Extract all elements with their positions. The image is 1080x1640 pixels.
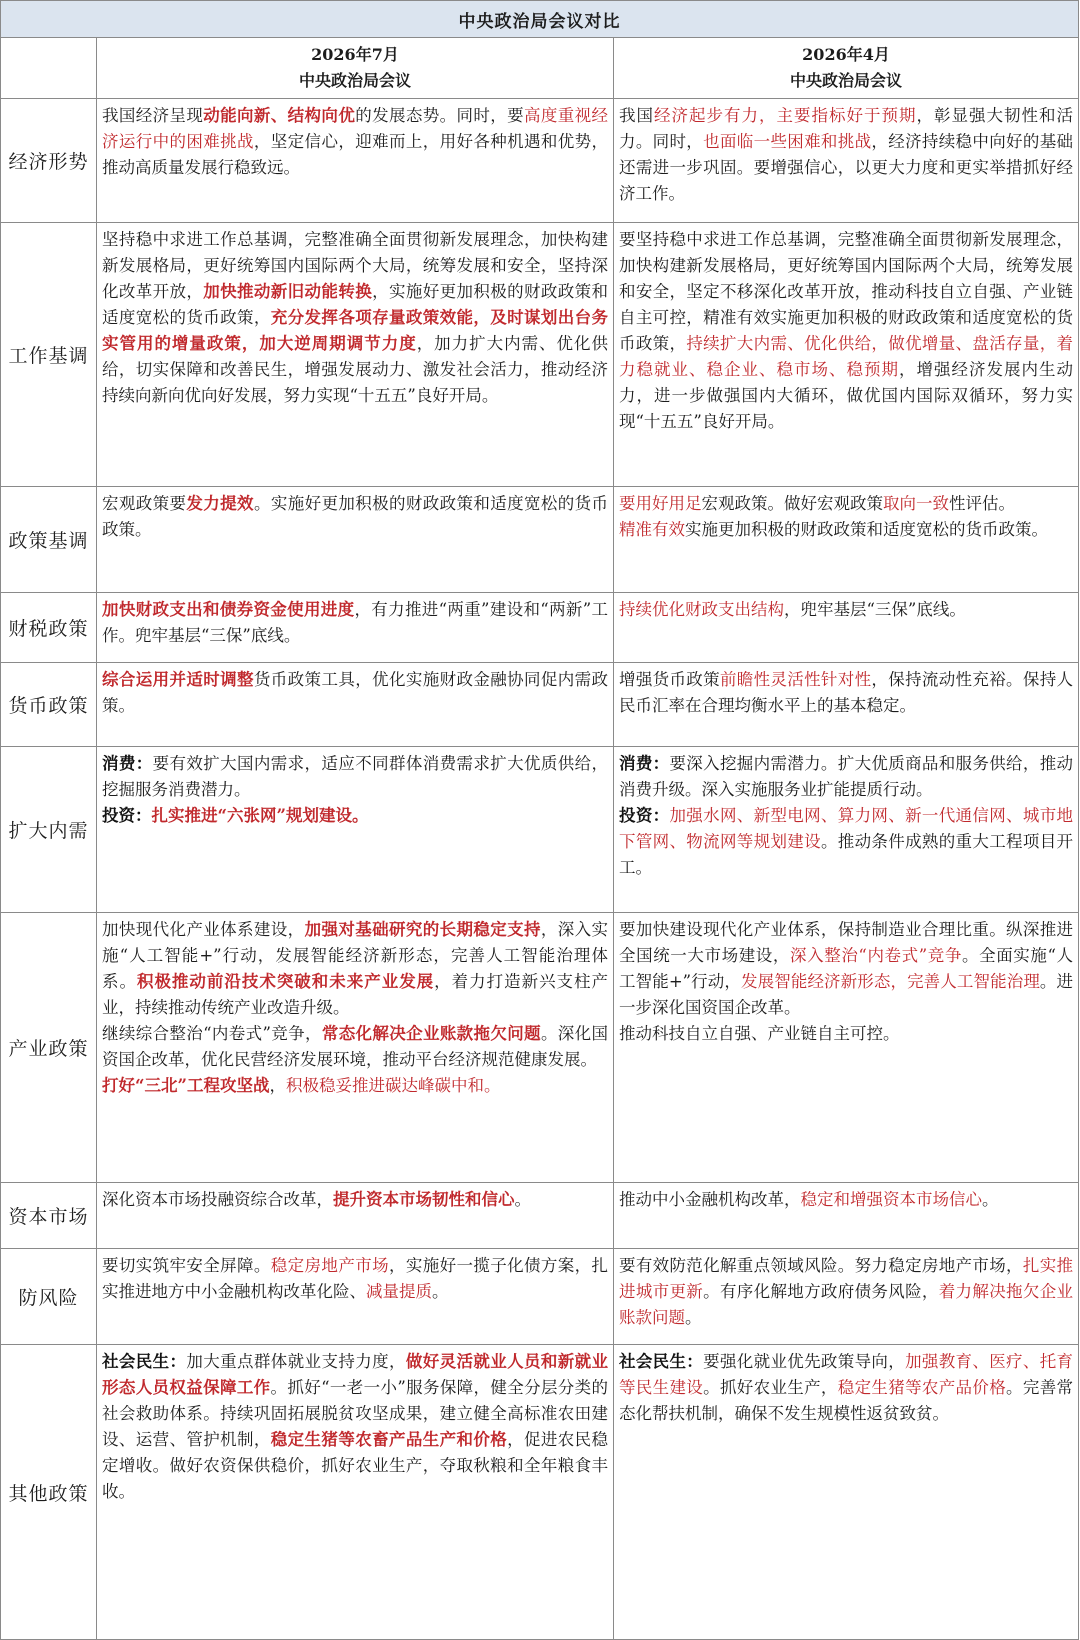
row-text-jul xyxy=(97,487,614,593)
row-label: 政策基调 xyxy=(1,487,97,593)
text-segment: 。深化国资国企改革，优化民营经济发展环境，推动平台经济规范健康发展。 xyxy=(102,1024,609,1069)
highlighted-text: 加快财政支出和债券资金使用进度 xyxy=(102,600,355,619)
row-text-apr xyxy=(614,663,1079,747)
text-segment: 。完善常态化帮扶机制，确保不发生规模性返贫致贫。 xyxy=(619,1378,1074,1423)
text-segment: 宏观政策。做好宏观政策 xyxy=(701,494,883,513)
row-label: 其他政策 xyxy=(1,1345,97,1640)
row-text-jul xyxy=(97,1249,614,1345)
highlighted-text: 发展智能经济新形态，完善人工智能治理 xyxy=(741,972,1040,991)
highlighted-text: 着力解决拖欠企业账款问题 xyxy=(619,1282,1074,1327)
text-segment: ，深入实施“人工智能+”行动，发展智能经济新形态，完善人工智能治理体系。 xyxy=(102,920,609,991)
text-segment: 。 xyxy=(685,1308,702,1327)
highlighted-text: 常态化解决企业账款拖欠问题 xyxy=(321,1024,541,1043)
row-text-jul xyxy=(97,663,614,747)
text-segment: 。有序化解地方政府债务风险， xyxy=(703,1282,939,1301)
row-text-apr xyxy=(614,747,1079,913)
row-text-apr xyxy=(614,1183,1079,1249)
text-segment: 。全面实施“人工智能+”行动， xyxy=(619,946,1074,991)
row-text-jul xyxy=(97,1345,614,1640)
highlighted-text: 扎实推进城市更新 xyxy=(619,1256,1074,1301)
highlighted-text: 扎实推进“六张网”规划建设。 xyxy=(151,806,369,825)
text-segment: 。 xyxy=(514,1190,531,1209)
text-segment: 宏观政策要 xyxy=(102,494,187,513)
table-row xyxy=(1,663,1079,747)
highlighted-text: 稳定生猪等农产品价格 xyxy=(837,1378,1007,1397)
text-segment: ，有力推进“两重”建设和“两新”工作。兜牢基层“三保”底线。 xyxy=(102,600,609,645)
text-segment: 增强货币政策 xyxy=(619,670,720,689)
table-row xyxy=(1,1249,1079,1345)
text-segment: 要切实筑牢安全屏障。 xyxy=(102,1256,271,1275)
table-row xyxy=(1,487,1079,593)
text-segment: 性评估。 xyxy=(949,494,1015,513)
text-segment: 的发展态势。同时，要 xyxy=(355,106,524,125)
row-label: 防风险 xyxy=(1,1249,97,1345)
highlighted-text: 加强对基础研究的长期稳定支持 xyxy=(304,920,541,939)
row-text-jul xyxy=(97,1183,614,1249)
text-segment: 深化资本市场投融资综合改革， xyxy=(102,1190,333,1209)
highlighted-text: 动能向新、结构向优 xyxy=(203,106,356,125)
text-segment: 。抓好农业生产， xyxy=(703,1378,838,1397)
text-segment: ，坚定信心，迎难而上，用好各种机遇和优势，推动高质量发展行稳致远。 xyxy=(102,132,609,177)
highlighted-text: 要用好用足 xyxy=(619,494,702,513)
row-text-jul xyxy=(97,747,614,913)
table-row xyxy=(1,99,1079,223)
section-label: 投资： xyxy=(102,806,152,825)
row-text-jul xyxy=(97,913,614,1183)
row-label: 资本市场 xyxy=(1,1183,97,1249)
text-segment: 。推动条件成熟的重大工程项目开工。 xyxy=(619,832,1074,877)
highlighted-text: 加强水网、新型电网、算力网、新一代通信网、城市地下管网、物流网等规划建设 xyxy=(619,806,1074,851)
table-row xyxy=(1,1183,1079,1249)
highlighted-text: 综合运用并适时调整 xyxy=(102,670,254,689)
section-label: 投资： xyxy=(619,806,670,825)
row-label: 产业政策 xyxy=(1,913,97,1183)
text-segment: 推动中小金融机构改革， xyxy=(619,1190,801,1209)
text-segment: 。 xyxy=(432,1282,449,1301)
row-text-jul xyxy=(97,593,614,663)
row-text-jul xyxy=(97,99,614,223)
text-segment: ，加力扩大内需、优化供给，切实保障和改善民生，增强发展动力、激发社会活力，推动经济持续向新向优向好发展，努力实现“十五五”良好开局。 xyxy=(102,334,609,405)
text-segment: 。 xyxy=(982,1190,999,1209)
table-row xyxy=(1,223,1079,487)
table-title: 中央政治局会议对比 xyxy=(1,1,1079,38)
highlighted-text: 取向一致 xyxy=(883,494,949,513)
section-label: 社会民生： xyxy=(102,1352,187,1371)
column-header-jul-date: 2026年7月 xyxy=(311,45,399,64)
row-text-apr xyxy=(614,1345,1079,1640)
highlighted-text: 高度重视经济运行中的困难挑战 xyxy=(102,106,609,151)
text-segment: 加快现代化产业体系建设， xyxy=(102,920,305,939)
text-segment: 推动科技自立自强、产业链自主可控。 xyxy=(619,1024,900,1043)
text-segment: ，促进农民稳定增收。做好农资保供稳价，抓好农业生产，夺取秋粮和全年粮食丰收。 xyxy=(102,1430,609,1501)
table-row xyxy=(1,747,1079,913)
column-header-apr-date: 2026年4月 xyxy=(802,45,890,64)
text-segment: 要有效扩大国内需求，适应不同群体消费需求扩大优质供给，挖掘服务消费潜力。 xyxy=(102,754,609,799)
text-segment: 我国经济呈现 xyxy=(102,106,204,125)
column-header-jul-meeting: 中央政治局会议 xyxy=(298,71,411,90)
highlighted-text: 前瞻性灵活性针对性 xyxy=(719,670,872,689)
row-label: 扩大内需 xyxy=(1,747,97,913)
highlighted-text: 发力提效 xyxy=(186,494,254,513)
text-segment: 。进一步深化国资国企改革。 xyxy=(619,972,1074,1017)
text-segment: 要强化就业优先政策导向， xyxy=(703,1352,906,1371)
text-segment: ，增强经济发展内生动力，进一步做强国内大循环，做优国内国际双循环，努力实现“十五五”良好开局。 xyxy=(619,360,1074,431)
text-segment: 货币政策工具，优化实施财政金融协同促内需政策。 xyxy=(102,670,609,715)
text-segment: ， xyxy=(269,1076,286,1095)
table-row xyxy=(1,913,1079,1183)
highlighted-text: 充分发挥各项存量政策效能，及时谋划出台务实管用的增量政策，加大逆周期调节力度 xyxy=(102,308,609,353)
text-segment: 实施更加积极的财政政策和适度宽松的货币政策。 xyxy=(685,520,1048,539)
text-segment: 。实施好更加积极的财政政策和适度宽松的货币政策。 xyxy=(102,494,609,539)
section-label: 消费： xyxy=(619,754,670,773)
highlighted-text: 深入整治“内卷式”竞争 xyxy=(790,946,962,965)
text-segment: 坚持稳中求进工作总基调，完整准确全面贯彻新发展理念，加快构建新发展格局，更好统筹国内国际两个大局，统筹发展和安全，坚持深化改革开放， xyxy=(102,230,608,301)
highlighted-text: 稳定房地产市场 xyxy=(270,1256,389,1275)
section-label: 社会民生： xyxy=(619,1352,704,1371)
row-text-apr xyxy=(614,487,1079,593)
row-text-apr xyxy=(614,99,1079,223)
text-segment: ，着力打造新兴支柱产业，持续推动传统产业改造升级。 xyxy=(102,972,609,1017)
text-segment: 要坚持稳中求进工作总基调，完整准确全面贯彻新发展理念，加快构建新发展格局，更好统筹国内国际两个大局，统筹发展和安全，坚定不移深化改革开放，推动科技自立自强、产业链自主可控，精准有效实施更加积极的财政政策和适度宽松的货币政策， xyxy=(619,230,1074,353)
highlighted-text: 稳定生猪等农畜产品生产和价格 xyxy=(270,1430,508,1449)
highlighted-text: 积极推动前沿技术突破和未来产业发展 xyxy=(136,972,435,991)
text-segment: 继续综合整治“内卷式”竞争， xyxy=(102,1024,322,1043)
row-text-apr xyxy=(614,223,1079,487)
highlighted-text: 做好灵活就业人员和新就业形态人员权益保障工作 xyxy=(102,1352,609,1397)
text-segment: ，实施好一揽子化债方案，扎实推进地方中小金融机构改革化险、 xyxy=(102,1256,609,1301)
table-row xyxy=(1,593,1079,663)
row-label: 经济形势 xyxy=(1,99,97,223)
row-text-apr xyxy=(614,1249,1079,1345)
highlighted-text: 持续扩大内需、优化供给，做优增量、盘活存量，着力稳就业、稳企业、稳市场、稳预期 xyxy=(619,334,1074,379)
highlighted-text: 精准有效 xyxy=(619,520,685,539)
text-segment: 要加快建设现代化产业体系，保持制造业合理比重。纵深推进全国统一大市场建设， xyxy=(619,920,1074,965)
row-label: 工作基调 xyxy=(1,223,97,487)
row-label: 财税政策 xyxy=(1,593,97,663)
row-text-apr xyxy=(614,593,1079,663)
section-label: 消费： xyxy=(102,754,153,773)
table-row xyxy=(1,1345,1079,1640)
highlighted-text: 打好“三北”工程攻坚战 xyxy=(102,1076,270,1095)
highlighted-text: 经济起步有力，主要指标好于预期 xyxy=(654,106,917,125)
row-label: 货币政策 xyxy=(1,663,97,747)
row-text-jul xyxy=(97,223,614,487)
highlighted-text: 也面临一些困难和挑战 xyxy=(703,132,872,151)
highlighted-text: 持续优化财政支出结构 xyxy=(619,600,784,619)
column-header-apr-meeting: 中央政治局会议 xyxy=(790,71,903,90)
text-segment: 要深入挖掘内需潜力。扩大优质商品和服务供给，推动消费升级。深入实施服务业扩能提质行动。 xyxy=(619,754,1074,799)
row-text-apr xyxy=(614,913,1079,1183)
text-segment: 加大重点群体就业支持力度， xyxy=(186,1352,406,1371)
text-segment: ，保持流动性充裕。保持人民币汇率在合理均衡水平上的基本稳定。 xyxy=(619,670,1074,715)
column-header-apr xyxy=(614,38,1079,99)
text-segment: ，实施好更加积极的财政政策和适度宽松的货币政策， xyxy=(102,282,609,327)
highlighted-text: 积极稳妥推进碳达峰碳中和。 xyxy=(285,1076,501,1095)
highlighted-text: 加快推动新旧动能转换 xyxy=(203,282,373,301)
highlighted-text: 加强教育、医疗、托育等民生建设 xyxy=(619,1352,1074,1397)
text-segment: 。抓好“一老一小”服务保障，健全分层分类的社会救助体系。持续巩固拓展脱贫攻坚成果，建立健全高标准农田建设、运营、管护机制， xyxy=(102,1378,609,1449)
highlighted-text: 减量提质 xyxy=(366,1282,432,1301)
text-segment: 我国 xyxy=(619,106,655,125)
text-segment: 要有效防范化解重点领域风险。努力稳定房地产市场， xyxy=(619,1256,1023,1275)
highlighted-text: 提升资本市场韧性和信心 xyxy=(333,1190,515,1209)
text-segment: ，经济持续稳中向好的基础还需进一步巩固。要增强信心，以更大力度和更实举措抓好经济工作。 xyxy=(619,132,1074,203)
corner-cell xyxy=(1,38,97,99)
text-segment: ，兜牢基层“三保”底线。 xyxy=(784,600,966,619)
highlighted-text: 稳定和增强资本市场信心 xyxy=(800,1190,982,1209)
text-segment: ，彰显强大韧性和活力。同时， xyxy=(619,106,1074,151)
column-header-jul xyxy=(97,38,614,99)
